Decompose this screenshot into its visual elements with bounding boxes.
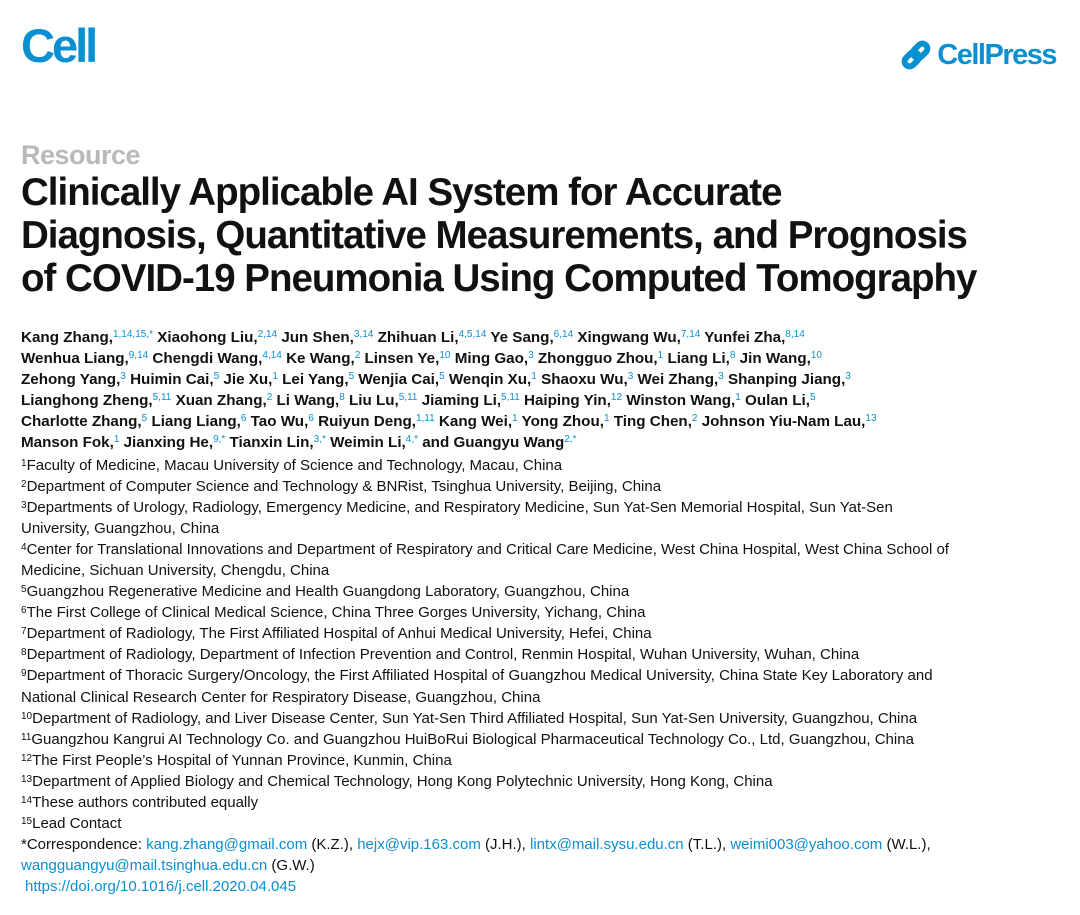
author-name: Jun Shen,: [277, 329, 354, 346]
author-affiliation-marker[interactable]: 8: [339, 391, 345, 403]
correspondence-email-link[interactable]: wangguangyu@mail.tsinghua.edu.cn: [21, 856, 268, 874]
author-affiliation-marker[interactable]: 5: [439, 370, 445, 382]
journal-logo: Cell: [21, 19, 96, 72]
author-affiliation-marker[interactable]: 5,11: [152, 391, 172, 403]
affiliation-list: [21, 455, 1066, 897]
author-affiliation-marker[interactable]: 9,14: [128, 349, 149, 361]
affiliation-line: [21, 518, 1066, 539]
author-name: Ye Sang,: [486, 329, 554, 346]
author-name: Yong Zhou,: [517, 412, 604, 430]
author-name: Jiaming Li,: [417, 391, 502, 409]
publisher-name: CellPress: [937, 38, 1056, 71]
affiliation-line: [21, 687, 1066, 708]
author-name: Oulan Li,: [740, 391, 810, 409]
author-affiliation-marker[interactable]: 5: [810, 391, 816, 403]
author-affiliation-marker[interactable]: 12: [610, 391, 623, 403]
affiliation-line: [21, 560, 1066, 581]
author-affiliation-marker[interactable]: 1: [657, 349, 664, 361]
author-line: [21, 328, 1066, 349]
affiliation-number: 15: [21, 815, 33, 827]
affiliation-line: [21, 602, 1066, 623]
affiliation-number: 14: [21, 794, 33, 806]
author-affiliation-marker[interactable]: 3: [627, 370, 634, 382]
affiliation-text: The First College of Clinical Medical Science, China Three Gorges University, Yichang, China: [26, 604, 646, 622]
affiliation-line: [21, 729, 1066, 750]
affiliation-number: 3: [21, 500, 27, 512]
author-name: Xuan Zhang,: [171, 391, 267, 409]
affiliation-line: [21, 792, 1066, 813]
affiliation-text: Departments of Urology, Radiology, Emergency Medicine, and Respiratory Medicine, Sun Yat-Sen Memorial Hospital, Sun Yat-Sen: [26, 499, 893, 517]
affiliation-text: Department of Radiology, Department of Infection Prevention and Control, Renmin Hospital, Wuhan University, Wuhan, China: [26, 646, 860, 664]
author-affiliation-marker[interactable]: 6: [308, 412, 314, 424]
author-affiliation-marker[interactable]: 1,11: [415, 412, 435, 424]
article-title: [21, 171, 1061, 300]
affiliation-text: Department of Thoracic Surgery/Oncology, the First Affiliated Hospital of Guangzhou Medical University, China State Key Laboratory and: [26, 667, 933, 685]
author-affiliation-marker[interactable]: 5: [213, 370, 220, 382]
affiliation-text: Department of Computer Science and Technology & BNRist, Tsinghua University, Beijing, China: [26, 478, 662, 496]
doi-line: [21, 876, 1066, 897]
author-name: Ming Gao,: [450, 349, 529, 367]
correspondence-initials: (G.W.): [267, 856, 315, 874]
affiliation-line: [21, 497, 1066, 518]
author-name: Shaoxu Wu,: [536, 370, 628, 388]
affiliation-text: Center for Translational Innovations and Department of Respiratory and Critical Care Medicine, West China Hospital, West China School of: [26, 541, 949, 559]
affiliation-number: 4: [21, 542, 27, 554]
author-name: Kang Wei,: [434, 412, 513, 430]
affiliation-line: [21, 581, 1066, 602]
link-icon: [899, 38, 933, 72]
author-affiliation-marker[interactable]: 4,14: [262, 349, 282, 361]
author-affiliation-marker[interactable]: 4,5,14: [458, 329, 487, 340]
author-name: Zhongguo Zhou,: [533, 349, 658, 367]
author-affiliation-marker[interactable]: 1: [735, 391, 741, 403]
affiliation-text: Faculty of Medicine, Macau University of Science and Technology, Macau, China: [26, 457, 563, 474]
author-name: Wenjia Cai,: [354, 370, 440, 388]
author-list: [21, 328, 1066, 453]
affiliation-line: [21, 476, 1066, 497]
author-line: [21, 433, 1066, 454]
author-name: Xingwang Wu,: [573, 329, 681, 346]
author-affiliation-marker[interactable]: 3: [718, 370, 724, 382]
author-affiliation-marker[interactable]: 3,*: [313, 433, 326, 445]
affiliation-number: 1: [21, 458, 27, 469]
author-name: Li Wang,: [272, 391, 340, 409]
author-affiliation-marker[interactable]: 2: [691, 412, 698, 424]
correspondence-line: [21, 855, 1066, 876]
correspondence-email-link[interactable]: kang.zhang@gmail.com: [146, 835, 308, 853]
author-name: Shanping Jiang,: [723, 370, 846, 388]
affiliation-number: 12: [21, 752, 33, 764]
author-name: Xiaohong Liu,: [153, 329, 258, 346]
author-affiliation-marker[interactable]: 7,14: [680, 329, 701, 340]
author-affiliation-marker[interactable]: 6: [240, 412, 247, 424]
author-affiliation-marker[interactable]: 1: [113, 433, 120, 445]
affiliation-text: Guangzhou Regenerative Medicine and Health Guangdong Laboratory, Guangzhou, China: [26, 583, 630, 601]
affiliation-line: [21, 665, 1066, 686]
author-affiliation-marker[interactable]: 1: [531, 370, 537, 382]
author-affiliation-marker[interactable]: 2,14: [257, 329, 278, 340]
affiliation-number: 13: [21, 773, 33, 785]
author-name: Kang Zhang,: [21, 329, 113, 346]
author-affiliation-marker[interactable]: 1: [603, 412, 610, 424]
author-affiliation-marker[interactable]: 1: [512, 412, 518, 424]
author-line: [21, 391, 1066, 412]
author-name: Manson Fok,: [21, 433, 114, 451]
author-name: Weimin Li,: [325, 433, 406, 451]
author-affiliation-marker[interactable]: 8,14: [785, 329, 805, 340]
author-affiliation-marker[interactable]: 5: [141, 412, 148, 424]
affiliation-text: These authors contributed equally: [32, 793, 259, 811]
title-line: of COVID-19 Pneumonia Using Computed Tomography: [21, 257, 977, 300]
author-affiliation-marker[interactable]: 4,*: [405, 433, 418, 445]
author-name: Yunfei Zha,: [700, 329, 786, 346]
affiliation-text: Lead Contact: [32, 814, 122, 832]
author-name: Wenhua Liang,: [21, 349, 129, 367]
author-affiliation-marker[interactable]: 2: [354, 349, 361, 361]
author-affiliation-marker[interactable]: 2,*: [564, 433, 577, 445]
author-name: Wenqin Xu,: [444, 370, 532, 388]
correspondence-initials: (W.L.),: [882, 835, 931, 853]
author-name: Ke Wang,: [281, 349, 355, 367]
author-name: Jin Wang,: [735, 349, 811, 367]
author-name: Ruiyun Deng,: [313, 412, 416, 430]
author-name: Lianghong Zheng,: [21, 391, 153, 409]
author-name: Liang Liang,: [147, 412, 241, 430]
author-affiliation-marker[interactable]: 1,14,15,*: [112, 329, 154, 340]
affiliation-text: Department of Applied Biology and Chemical Technology, Hong Kong Polytechnic University, Hong Kong, China: [32, 772, 773, 790]
author-line: [21, 412, 1066, 433]
author-name: Linsen Ye,: [360, 349, 440, 367]
affiliation-line: [21, 771, 1066, 792]
author-affiliation-marker[interactable]: 3: [845, 370, 851, 382]
title-line: Clinically Applicable AI System for Accurate: [21, 171, 782, 214]
author-affiliation-marker[interactable]: 13: [865, 412, 877, 424]
article-type: Resource: [21, 140, 141, 170]
author-affiliation-marker[interactable]: 6,14: [553, 329, 574, 340]
affiliation-number: 9: [21, 668, 27, 680]
affiliation-line: [21, 750, 1066, 771]
correspondence-initials: (J.H.),: [480, 835, 531, 853]
affiliation-number: 2: [21, 479, 27, 491]
author-affiliation-marker[interactable]: 3: [120, 370, 126, 382]
author-name: Winston Wang,: [622, 391, 736, 409]
author-affiliation-marker[interactable]: 2: [266, 391, 273, 403]
affiliation-number: 8: [21, 647, 27, 659]
title-line: Diagnosis, Quantitative Measurements, and Prognosis: [21, 214, 967, 257]
author-name: Liang Li,: [663, 349, 730, 367]
affiliation-number: 7: [21, 626, 27, 638]
affiliation-line: [21, 623, 1066, 644]
author-affiliation-marker[interactable]: 1: [272, 370, 278, 382]
affiliation-number: 11: [21, 731, 32, 743]
affiliation-number: 6: [21, 605, 27, 617]
author-affiliation-marker[interactable]: 10: [439, 349, 451, 361]
correspondence-email-link[interactable]: hejx@vip.163.com: [357, 835, 481, 853]
author-name: Liu Lu,: [344, 391, 399, 409]
author-name: Charlotte Zhang,: [21, 412, 142, 430]
affiliation-line: [21, 708, 1066, 729]
affiliation-number: 10: [21, 710, 33, 722]
author-name: Jianxing He,: [119, 433, 214, 451]
affiliation-line: [21, 644, 1066, 665]
author-name: Tao Wu,: [246, 412, 309, 430]
affiliation-number: 5: [21, 584, 27, 596]
affiliation-line: [21, 455, 1066, 476]
author-affiliation-marker[interactable]: 5: [348, 370, 355, 382]
author-name: Haiping Yin,: [519, 391, 611, 409]
author-name: Tianxin Lin,: [225, 433, 314, 451]
affiliation-line: [21, 539, 1066, 560]
affiliation-text: University, Guangzhou, China: [21, 520, 220, 538]
affiliation-text: Medicine, Sichuan University, Chengdu, China: [21, 562, 330, 580]
author-affiliation-marker[interactable]: 3: [528, 349, 534, 361]
author-name: Lei Yang,: [277, 370, 349, 388]
author-affiliation-marker[interactable]: 8: [729, 349, 736, 361]
author-name: Jie Xu,: [219, 370, 273, 388]
correspondence-email-link[interactable]: lintx@mail.sysu.edu.cn: [530, 835, 684, 853]
author-affiliation-marker[interactable]: 9,*: [213, 433, 226, 445]
correspondence-initials: (T.L.),: [683, 835, 731, 853]
author-affiliation-marker[interactable]: 5,11: [398, 391, 418, 403]
affiliation-text: The First People’s Hospital of Yunnan Province, Kunmin, China: [32, 751, 452, 769]
author-name: Zhihuan Li,: [373, 329, 459, 346]
author-name: Johnson Yiu-Nam Lau,: [697, 412, 866, 430]
author-name: Zehong Yang,: [21, 370, 121, 388]
correspondence-label: *Correspondence:: [21, 835, 147, 853]
affiliation-text: Department of Radiology, The First Affiliated Hospital of Anhui Medical University, Hefei, China: [26, 625, 652, 643]
author-name: Ting Chen,: [609, 412, 692, 430]
affiliation-text: National Clinical Research Center for Respiratory Disease, Guangzhou, China: [21, 688, 541, 706]
author-name: and Guangyu Wang: [418, 433, 565, 451]
correspondence-initials: (K.Z.),: [307, 835, 358, 853]
correspondence-email-link[interactable]: weimi003@yahoo.com: [730, 835, 883, 853]
author-line: [21, 349, 1066, 370]
affiliation-text: Guangzhou Kangrui AI Technology Co. and Guangzhou HuiBoRui Biological Pharmaceutical Technology Co., Ltd, Guangzhou, China: [31, 730, 914, 748]
author-affiliation-marker[interactable]: 3,14: [353, 329, 374, 340]
author-affiliation-marker[interactable]: 10: [810, 349, 822, 361]
publisher-logo: [899, 38, 1056, 72]
affiliation-line: [21, 813, 1066, 834]
author-affiliation-marker[interactable]: 5,11: [501, 391, 520, 403]
author-name: Wei Zhang,: [633, 370, 719, 388]
author-name: Chengdi Wang,: [148, 349, 263, 367]
author-line: [21, 370, 1066, 391]
doi-link[interactable]: https://doi.org/10.1016/j.cell.2020.04.045: [25, 877, 297, 895]
author-name: Huimin Cai,: [125, 370, 214, 388]
affiliation-text: Department of Radiology, and Liver Disease Center, Sun Yat-Sen Third Affiliated Hospital, Sun Yat-Sen University, Guangzhou, China: [32, 709, 918, 727]
correspondence-line: [21, 834, 1066, 855]
